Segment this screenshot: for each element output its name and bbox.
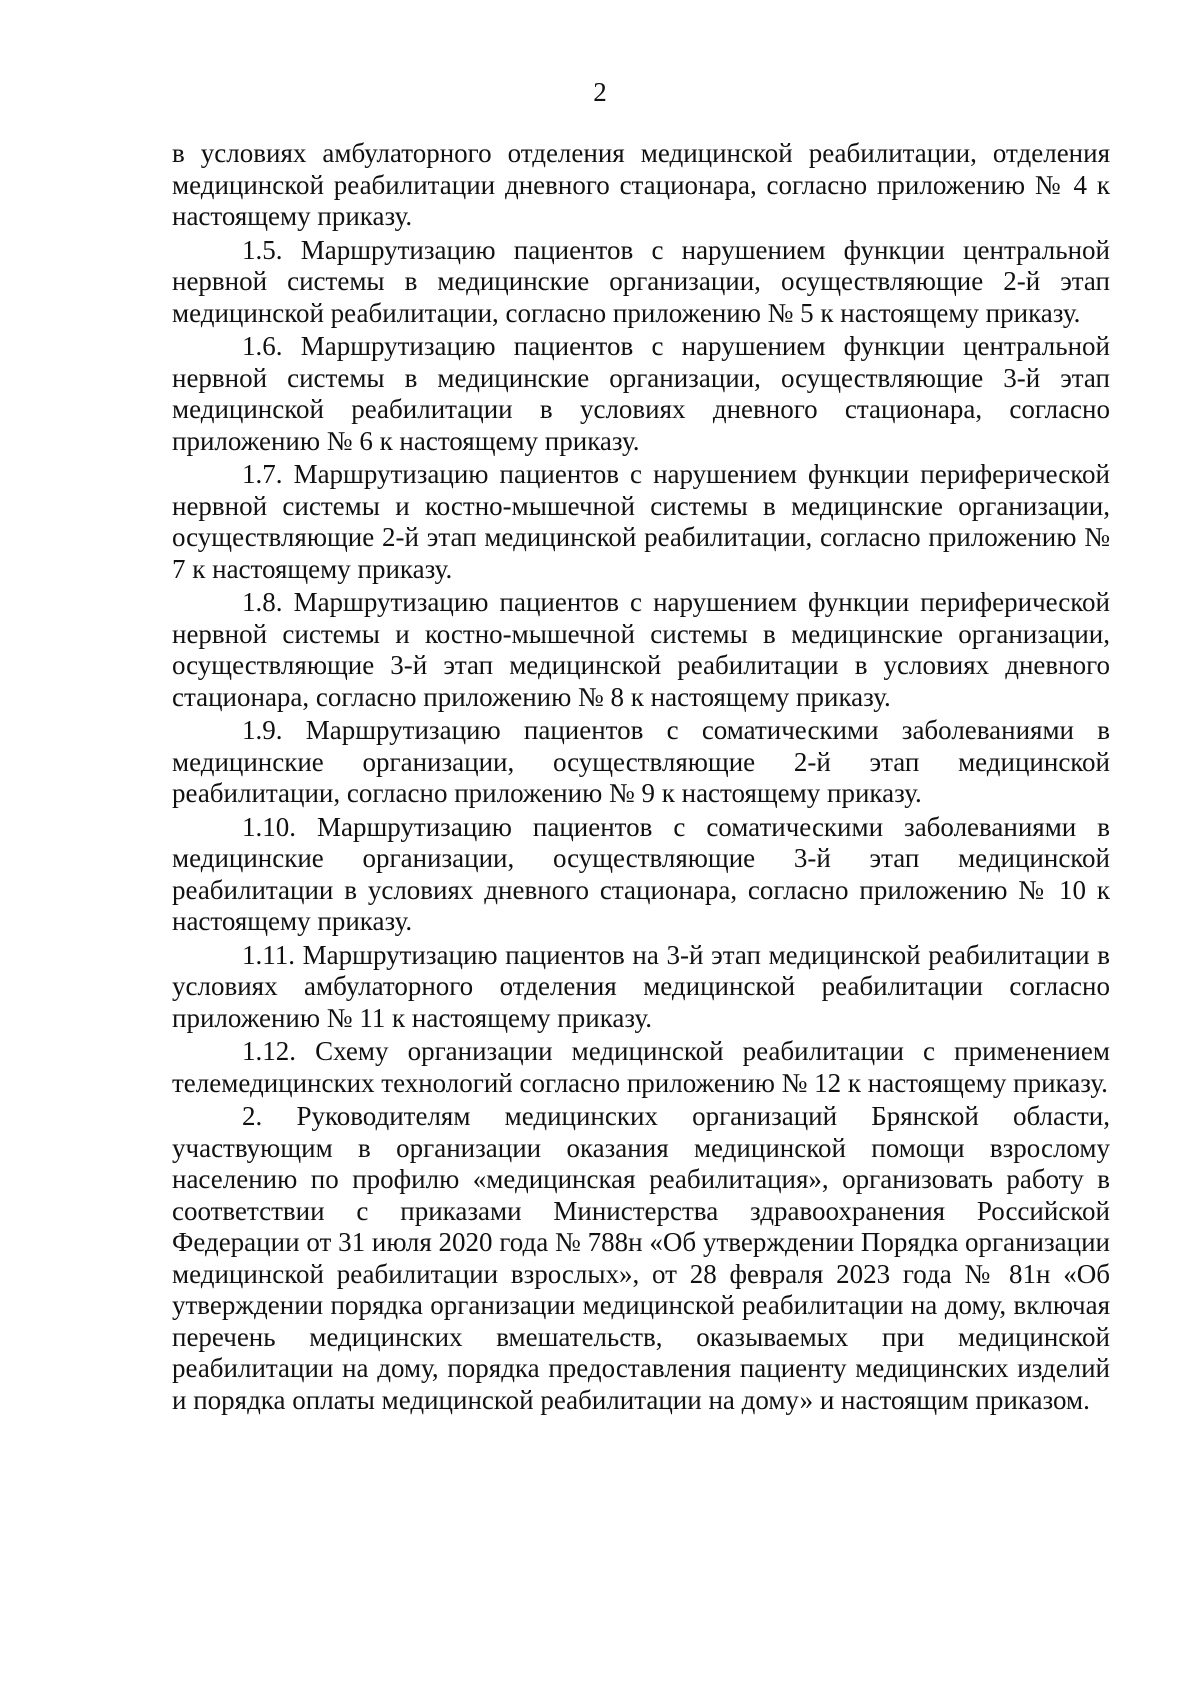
paragraph-1-7: 1.7. Маршрутизацию пациентов с нарушением функции периферической нервной системы и костно-мышечной системы в медицинские организации, осуществляющие 2-й этап медицинской реабилитации, согласно приложению № 7 к настоящему приказу. — [172, 459, 1110, 584]
paragraph-continuation: в условиях амбулаторного отделения медицинской реабилитации, отделения медицинской реабилитации дневного стационара, согласно приложению № 4 к настоящему приказу. — [172, 138, 1110, 231]
paragraph-1-9: 1.9. Маршрутизацию пациентов с соматическими заболеваниями в медицинские организации, осуществляющие 2-й этап медицинской реабилитации, согласно приложению № 9 к настоящему приказу. — [172, 715, 1110, 808]
document-body — [172, 138, 1110, 1418]
paragraph-1-11: 1.11. Маршрутизацию пациентов на 3-й этап медицинской реабилитации в условиях амбулаторного отделения медицинской реабилитации согласно приложению № 11 к настоящему приказу. — [172, 939, 1110, 1033]
paragraph-1-10: 1.10. Маршрутизацию пациентов с соматическими заболеваниями в медицинские организации, осуществляющие 3-й этап медицинской реабилитации в условиях дневного стационара, согласно приложению № 10 к настоящему приказу. — [172, 811, 1110, 936]
paragraph-2: 2. Руководителям медицинских организаций Брянской области, участвующим в организации оказания медицинской помощи взрослому населению по профилю «медицинская реабилитация», организовать работу в соответствии с приказами Министерства здравоохранения Российской Федерации от 31 июля 2020 года № 788н «Об утверждении Порядка организации медицинской реабилитации взрослых», от 28 февраля 2023 года № 81н «Об утверждении порядка организации медицинской реабилитации на дому, включая перечень медицинских вмешательств, оказываемых при медицинской реабилитации на дому, порядка предоставления пациенту медицинских изделий и порядка оплаты медицинской реабилитации на дому» и настоящим приказом. — [172, 1101, 1110, 1415]
paragraph-1-12: 1.12. Схему организации медицинской реабилитации с применением телемедицинских технологий согласно приложению № 12 к настоящему приказу. — [172, 1036, 1110, 1098]
paragraph-1-6: 1.6. Маршрутизацию пациентов с нарушением функции центральной нервной системы в медицинские организации, осуществляющие 3-й этап медицинской реабилитации в условиях дневного стационара, согласно приложению № 6 к настоящему приказу. — [172, 331, 1110, 456]
paragraph-1-5: 1.5. Маршрутизацию пациентов с нарушением функции центральной нервной системы в медицинские организации, осуществляющие 2-й этап медицинской реабилитации, согласно приложению № 5 к настоящему приказу. — [172, 234, 1110, 328]
page-number: 2 — [593, 77, 607, 107]
paragraph-1-8: 1.8. Маршрутизацию пациентов с нарушением функции периферической нервной системы и костно-мышечной системы в медицинские организации, осуществляющие 3-й этап медицинской реабилитации в условиях дневного стационара, согласно приложению № 8 к настоящему приказу. — [172, 587, 1110, 712]
